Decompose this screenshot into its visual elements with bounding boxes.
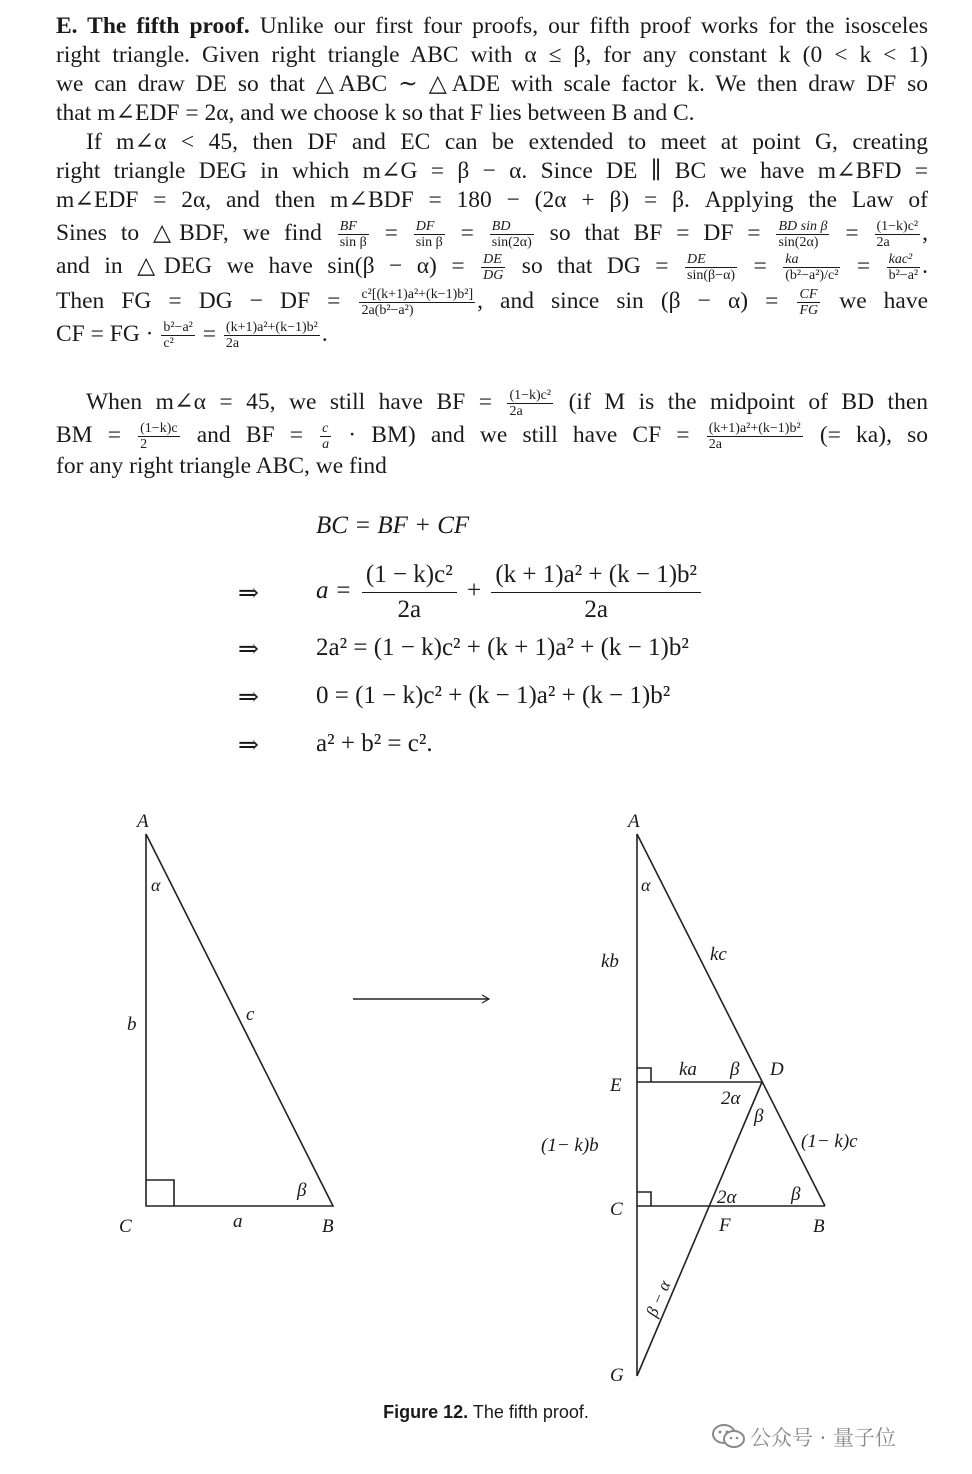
frac-cf-45: $\frac{\text{(k+1)a²+(k−1)b²}}{2a}$ [708, 421, 801, 453]
frac-cf-fg: $\frac{CF}{FG}$ [799, 287, 819, 319]
label-2alpha-D: 2α [721, 1088, 741, 1109]
figure-caption [0, 1402, 972, 1423]
label-a-left: a [233, 1211, 243, 1232]
label-kb: kb [601, 951, 619, 972]
label-A-left: A [137, 811, 149, 832]
frac-cf-result: $\frac{\text{(k+1)a²+(k−1)b²}}{2a}$ [225, 320, 318, 352]
label-b-left: b [127, 1014, 137, 1035]
label-alpha-left: α [151, 875, 161, 895]
right-angle-E [637, 1068, 651, 1082]
label-alpha-right: α [641, 875, 651, 895]
label-1mk-b: (1− k)b [541, 1135, 599, 1156]
frac-kac2-b2a2: $\frac{\text{kac²}}{\text{b²−a²}}$ [888, 252, 919, 284]
label-D: D [770, 1059, 784, 1080]
p2-line3: m∠EDF = 2α, and then m∠BDF = 180 − (2α + β) = β. Applying the Law of [56, 187, 928, 213]
frac-bf-45: $\frac{\text{(1−k)c²}}{2a}$ [509, 388, 552, 420]
frac-bm: $\frac{(1-k)c}{2}$ [140, 421, 178, 453]
label-B-right: B [813, 1216, 825, 1237]
implies-arrow: ⇒ [238, 732, 259, 759]
label-C-left: C [119, 1216, 132, 1237]
wechat-icon [712, 1423, 746, 1454]
label-beta-minus-alpha: β − α [642, 1277, 675, 1320]
section-heading: E. The fifth proof. [56, 13, 250, 39]
p2-line2: right triangle DEG in which m∠G = β − α. Since DE ∥ BC we have m∠BFD = [56, 158, 928, 184]
p1-line2: right triangle. Given right triangle ABC with α ≤ β, for any constant k (0 < k < 1) [56, 42, 928, 68]
eq2-frac-2: $\frac{\text{(k + 1)a² + (k − 1)b²}}{2a}$ [491, 558, 701, 627]
p1-line4: that m∠EDF = 2α, and we choose k so that F lies between B and C. [56, 100, 695, 126]
label-A-right: A [628, 811, 640, 832]
label-2alpha-F: 2α [717, 1187, 737, 1208]
p1-line1: Unlike our first four proofs, our fifth proof works for the isosceles [259, 13, 929, 39]
watermark [712, 1422, 896, 1454]
caption-text: The fifth proof. [472, 1402, 589, 1422]
label-beta-D-mid: β [754, 1106, 764, 1127]
line-DG [637, 1082, 762, 1376]
label-c-left: c [246, 1004, 255, 1025]
p2-line6: Then FG = DG − DF = $\frac{\text{c²[(k+1)a²+(k−1)b²]}}{\text{2a(b²−a²)}}$ , and since sin (β − α) = $\frac{CF}{FG}$ we have [56, 287, 929, 319]
frac-c-a: $\frac{c}{a}$ [322, 421, 330, 453]
caption-label: Figure 12. [383, 1402, 469, 1422]
frac-bf-sinb: $\frac{BF}{\text{sin β}}$ [339, 219, 367, 251]
label-C-right: C [610, 1199, 623, 1220]
line-AB [637, 834, 825, 1206]
label-B-left: B [322, 1216, 334, 1237]
label-kc: kc [710, 944, 727, 965]
left-triangle [146, 834, 333, 1206]
frac-fg: $\frac{\text{c²[(k+1)a²+(k−1)b²]}}{\text{2a(b²−a²)}}$ [361, 287, 474, 319]
label-ka: ka [679, 1059, 697, 1080]
frac-bdsinb-sin2a: $\frac{\text{BD sin β}}{\sin(2\alpha)}$ [778, 219, 828, 251]
p2-line7: CF = FG · $\frac{\text{b²−a²}}{\text{c²}}$ = $\frac{\text{(k+1)a²+(k−1)b²}}{2a}$ . [56, 320, 328, 352]
frac-de-dg: $\frac{DE}{DG}$ [483, 252, 504, 284]
frac-df-sinb: $\frac{DF}{\text{sin β}}$ [415, 219, 443, 251]
label-F: F [719, 1215, 731, 1236]
watermark-text: 公众号 · 量子位 [750, 1426, 897, 1450]
eq2-frac-1: $\frac{\text{(1 − k)c²}}{2a}$ [362, 558, 457, 627]
p2-line1: If m∠α < 45, then DF and EC can be extended to meet at point G, creating [86, 129, 928, 155]
label-beta-B: β [791, 1184, 801, 1205]
left-right-angle-mark [146, 1180, 174, 1206]
frac-b2a2-c2: $\frac{\text{b²−a²}}{\text{c²}}$ [163, 320, 193, 352]
frac-bd-sin2a: $\frac{BD}{\sin(2\alpha)}$ [491, 219, 532, 251]
frac-de-sinba: $\frac{DE}{\sin(\beta-\alpha)}$ [687, 252, 736, 284]
p2-line5: and in △DEG we have sin(β − α) = $\frac{DE}{DG}$ so that DG = $\frac{DE}{\sin(\beta-\alpha)}$ = $\frac{ka}{\text{(b²−a²)/c²}}$ = $\frac{\text{kac²}}{\text{b²−a²}}$ . [56, 252, 928, 284]
label-1mk-c: (1− k)c [801, 1131, 858, 1152]
p2-line4: Sines to △BDF, we find $\frac{BF}{\text{sin β}}$ = $\frac{DF}{\text{sin β}}$ = $\frac{BD}{\sin(2\alpha)}$ so that BF = DF = $\frac{\text{BD sin β}}{\sin(2\alpha)}$ = $\frac{\text{(1−k)c²}}{2a}$ , [56, 219, 929, 251]
label-beta-D-top: β [730, 1059, 740, 1080]
p3-line2: BM = $\frac{(1-k)c}{2}$ and BF = $\frac{c}{a}$ · BM) and we still have CF = $\frac{\text{(k+1)a²+(k−1)b²}}{2a}$ (= ka), so [56, 421, 928, 453]
implies-arrow: ⇒ [238, 684, 259, 711]
implies-arrow: ⇒ [238, 580, 259, 607]
p3-line1: When m∠α = 45, we still have BF = $\frac{\text{(1−k)c²}}{2a}$ (if M is the midpoint of BD then [86, 388, 929, 420]
right-angle-C [637, 1192, 651, 1206]
p3-line3: for any right triangle ABC, we find [56, 453, 387, 480]
implies-arrow: ⇒ [238, 636, 259, 663]
frac-ka-b2a2c2: $\frac{ka}{\text{(b²−a²)/c²}}$ [785, 252, 839, 284]
label-G: G [610, 1365, 624, 1386]
label-E: E [610, 1075, 622, 1096]
p1-line3: we can draw DE so that △ABC ∼ △ADE with scale factor k. We then draw DF so [56, 71, 928, 97]
label-beta-left: β [297, 1180, 307, 1201]
frac-1kc2-2a: $\frac{\text{(1−k)c²}}{2a}$ [876, 219, 919, 251]
